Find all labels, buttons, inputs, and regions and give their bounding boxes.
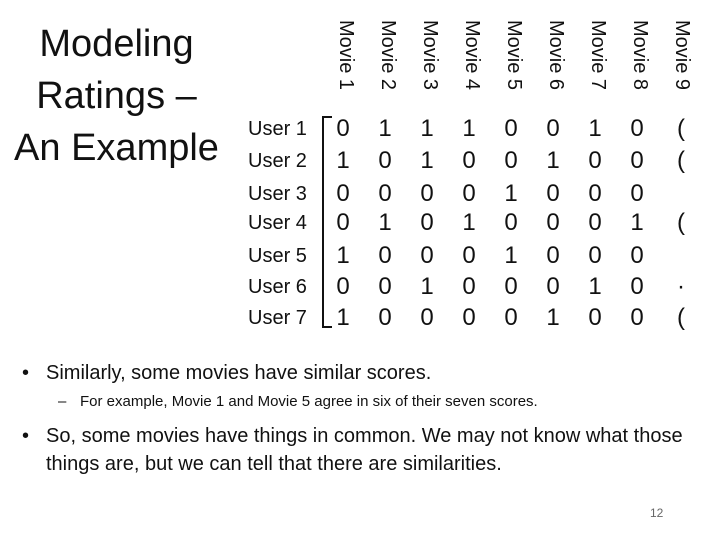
- rating-cell: 0: [546, 180, 560, 207]
- rating-cell: 0: [630, 304, 644, 331]
- rating-cell: 0: [336, 115, 350, 142]
- bullet-1-text: Similarly, some movies have similar scores.: [46, 362, 432, 384]
- rating-cell: 0: [420, 180, 434, 207]
- rating-cell: 1: [504, 180, 518, 207]
- rating-cell: 0: [588, 209, 602, 236]
- rating-cell: 0: [504, 147, 518, 174]
- column-header-movie-5: [490, 20, 532, 120]
- rating-cell: 0: [504, 273, 518, 300]
- rating-cell: 1: [378, 115, 392, 142]
- rating-cell: 0: [588, 147, 602, 174]
- matrix-left-bracket: [322, 116, 332, 328]
- column-header-movie-2: [364, 20, 406, 120]
- rating-cell: 0: [630, 273, 644, 300]
- rating-cell: 1: [336, 147, 350, 174]
- rating-cell: 0: [546, 115, 560, 142]
- rating-cell: 0: [378, 273, 392, 300]
- rating-cell: 1: [588, 115, 602, 142]
- row-label-user-3: User 3: [248, 183, 307, 205]
- rating-cell: 0: [378, 147, 392, 174]
- sub-bullet-dash: –: [58, 393, 67, 410]
- column-header-movie-7: [574, 20, 616, 120]
- rating-cell: 0: [630, 147, 644, 174]
- rating-cell: 1: [546, 304, 560, 331]
- rating-cell: 1: [462, 209, 476, 236]
- rating-cell: 0: [420, 242, 434, 269]
- rating-cell: 0: [462, 304, 476, 331]
- bullet-dot: •: [22, 425, 30, 447]
- row-label-user-4: User 4: [248, 212, 307, 234]
- rating-cell: (: [677, 147, 685, 174]
- rating-cell: 0: [630, 180, 644, 207]
- rating-cell: 1: [336, 304, 350, 331]
- rating-cell: 0: [546, 209, 560, 236]
- rating-cell: 0: [462, 273, 476, 300]
- rating-cell: 0: [588, 242, 602, 269]
- column-header-movie-3: [406, 20, 448, 120]
- bullet-2-text: So, some movies have things in common. We may not know what those things are, but we can tell that there are similarities.: [46, 425, 683, 475]
- bullet-1: [22, 360, 431, 386]
- row-label-user-7: User 7: [248, 307, 307, 329]
- rating-cell: 0: [546, 273, 560, 300]
- rating-cell: 0: [336, 273, 350, 300]
- page-number: 12: [650, 506, 664, 520]
- rating-cell: 0: [504, 209, 518, 236]
- rating-cell: 1: [546, 147, 560, 174]
- column-header-movie-8: [616, 20, 658, 120]
- column-header-label: Movie 2: [377, 20, 399, 91]
- rating-cell: 0: [378, 304, 392, 331]
- rating-cell: (: [677, 209, 685, 236]
- column-header-label: Movie 9: [671, 20, 693, 91]
- rating-cell: 0: [462, 147, 476, 174]
- column-header-movie-9: [658, 20, 700, 120]
- bullet-dot: •: [22, 362, 30, 384]
- rating-cell: 1: [630, 209, 644, 236]
- column-header-label: Movie 3: [419, 20, 441, 91]
- rating-cell: 1: [378, 209, 392, 236]
- rating-cell: 0: [588, 304, 602, 331]
- rating-cell: 0: [546, 242, 560, 269]
- rating-cell: 1: [462, 115, 476, 142]
- rating-cell: 0: [336, 209, 350, 236]
- rating-cell: 0: [504, 304, 518, 331]
- rating-cell: 0: [462, 180, 476, 207]
- column-header-label: Movie 6: [545, 20, 567, 91]
- slide-title: Modeling Ratings – An Example: [14, 23, 219, 169]
- column-header-label: Movie 7: [587, 20, 609, 91]
- rating-cell: 0: [588, 180, 602, 207]
- rating-cell: 0: [504, 115, 518, 142]
- column-header-movie-6: [532, 20, 574, 120]
- rating-cell: 0: [378, 242, 392, 269]
- rating-cell: 1: [420, 115, 434, 142]
- column-header-movie-1: [322, 20, 364, 120]
- row-label-user-6: User 6: [248, 276, 307, 298]
- rating-cell: 1: [588, 273, 602, 300]
- rating-cell: (: [677, 115, 685, 142]
- rating-cell: 0: [462, 242, 476, 269]
- column-header-label: Movie 4: [461, 20, 483, 91]
- row-label-user-2: User 2: [248, 150, 307, 172]
- rating-cell: 1: [504, 242, 518, 269]
- column-header-label: Movie 5: [503, 20, 525, 91]
- bullet-2: [22, 422, 720, 478]
- rating-cell: 0: [378, 180, 392, 207]
- rating-cell: 0: [420, 304, 434, 331]
- column-header-label: Movie 1: [335, 20, 357, 91]
- rating-cell: 0: [630, 115, 644, 142]
- rating-cell: 1: [336, 242, 350, 269]
- rating-cell: 1: [420, 273, 434, 300]
- row-label-user-5: User 5: [248, 245, 307, 267]
- row-label-user-1: User 1: [248, 118, 307, 140]
- column-header-label: Movie 8: [629, 20, 651, 91]
- sub-bullet-1: [58, 392, 538, 412]
- rating-cell: 0: [336, 180, 350, 207]
- rating-cell: 0: [630, 242, 644, 269]
- sub-bullet-1-text: For example, Movie 1 and Movie 5 agree in six of their seven scores.: [80, 393, 538, 410]
- rating-cell: ·: [677, 273, 685, 300]
- rating-cell: 1: [420, 147, 434, 174]
- rating-cell: (: [677, 304, 685, 331]
- rating-cell: 0: [420, 209, 434, 236]
- column-header-movie-4: [448, 20, 490, 120]
